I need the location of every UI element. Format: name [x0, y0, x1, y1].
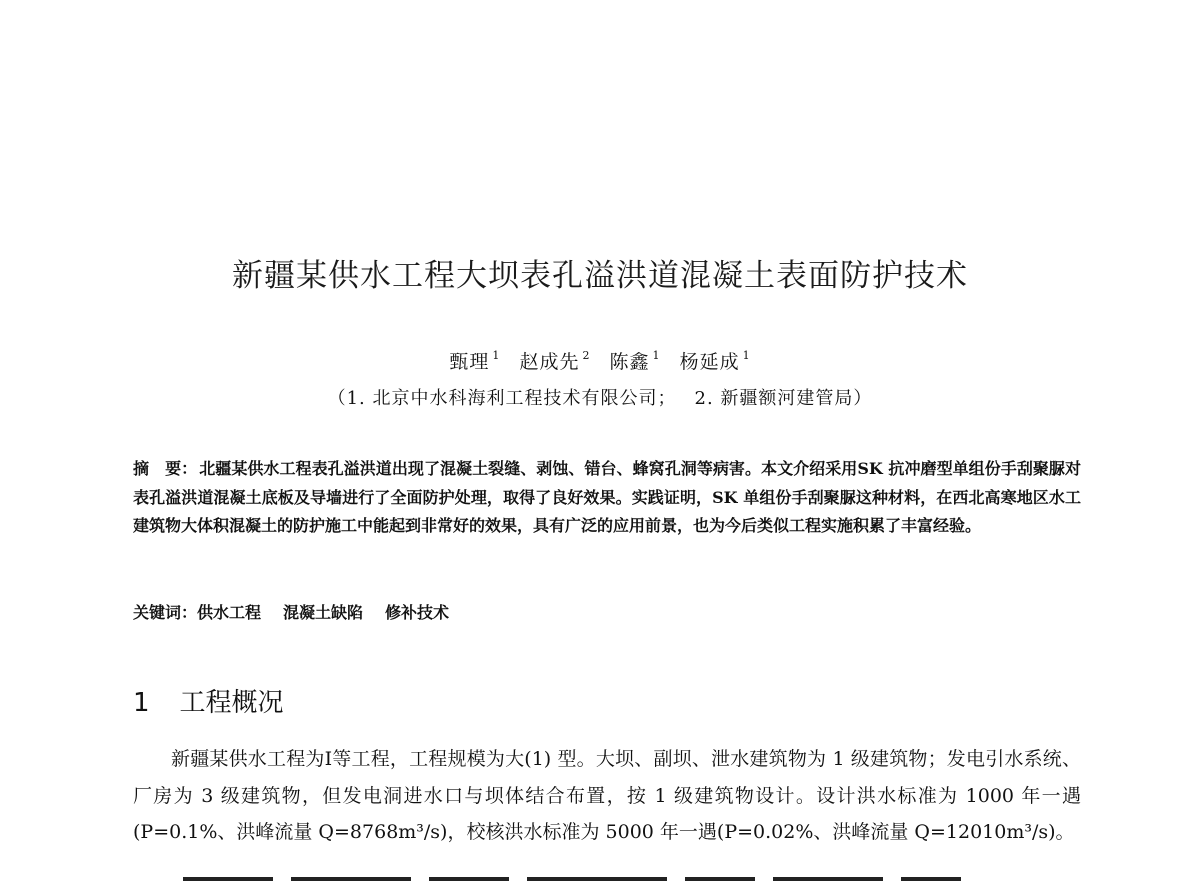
author: [610, 351, 661, 373]
section-title: 工程概况: [179, 688, 284, 718]
author-name: 赵成先: [519, 351, 580, 373]
paper-title: 新疆某供水工程大坝表孔溢洪道混凝土表面防护技术: [232, 258, 968, 294]
author-list: [0, 347, 1200, 374]
affiliation-open-paren: （: [327, 388, 347, 409]
keyword: 混凝土缺陷: [283, 603, 364, 622]
author-name: 甄理: [449, 351, 490, 373]
section-number: 1: [133, 688, 150, 718]
body-paragraph: 新疆某供水工程为Ⅰ等工程，工程规模为大(1) 型。大坝、副坝、泄水建筑物为 1 级建筑物；发电引水系统、厂房为 3 级建筑物，但发电洞进水口与坝体结合布置，按 1 级建筑物设计。设计洪水标准为 1000 年一遇(P=0.1%、洪峰流量 Q=8768m³/s)，校核洪水标准为 5000 年一遇(P=0.02%、洪峰流量 Q=12010m³/s)。: [133, 748, 1081, 843]
author: [449, 351, 500, 373]
keyword: 修补技术: [385, 603, 450, 622]
keywords: [133, 600, 1081, 623]
affiliation-second: 2. 新疆额河建管局: [694, 388, 854, 409]
author: [519, 351, 590, 373]
author-affiliation-mark: 2: [582, 349, 591, 362]
author-affiliation-mark: 1: [742, 349, 751, 362]
author-name: 杨延成: [679, 351, 740, 373]
section-heading: [133, 682, 284, 719]
abstract-label: 摘 要：: [133, 459, 198, 478]
affiliation-line: [0, 384, 1200, 410]
abstract-text: 北疆某供水工程表孔溢洪道出现了混凝土裂缝、剥蚀、错台、蜂窝孔洞等病害。本文介绍采用SK 抗冲磨型单组份手刮聚脲对表孔溢洪道混凝土底板及导墙进行了全面防护处理，取得了良好效果。实践证明，SK 单组份手刮聚脲这种材料，在西北高寒地区水工建筑物大体积混凝土的防护施工中能起到非常好的效果，具有广泛的应用前景，也为今后类似工程实施积累了丰富经验。: [133, 459, 1081, 535]
author: [680, 351, 751, 373]
abstract: [133, 455, 1081, 541]
author-name: 陈鑫: [609, 351, 650, 373]
author-affiliation-mark: 1: [652, 349, 661, 362]
cropped-text-line: [133, 873, 1081, 881]
author-affiliation-mark: 1: [492, 349, 501, 362]
keyword: 供水工程: [197, 603, 262, 622]
keywords-label: 关键词：: [133, 603, 198, 622]
affiliation-first: 1. 北京中水科海利工程技术有限公司；: [346, 388, 677, 409]
affiliation-close-paren: ）: [853, 388, 873, 409]
